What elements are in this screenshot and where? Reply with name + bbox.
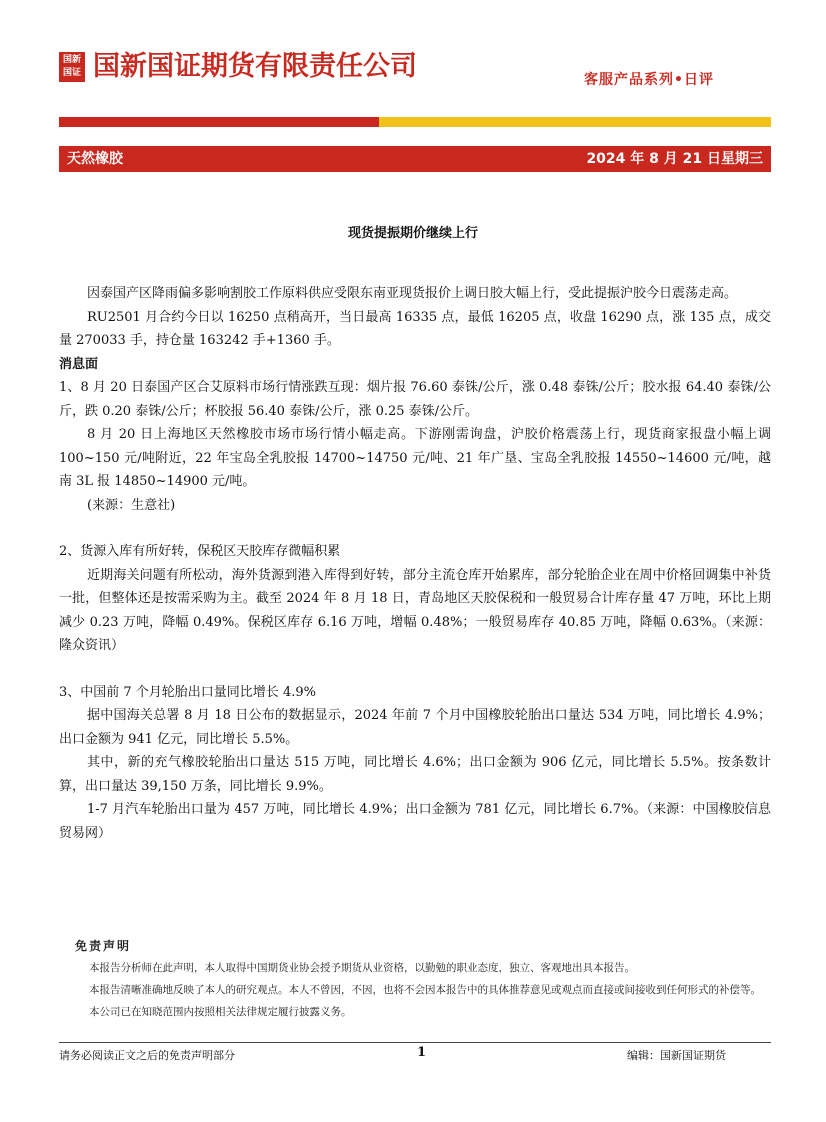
news-item-3-paragraph: 其中，新的充气橡胶轮胎出口量达 515 万吨，同比增长 4.6%；出口金额为 906 亿元，同比增长 5.5%。按条数计算，出口量达 39,150 万条，同比增长 9.9%。 bbox=[59, 755, 771, 794]
report-title: 现货提振期价继续上行 bbox=[347, 226, 478, 241]
report-body bbox=[59, 282, 771, 845]
news-item-1-paragraph: 1、8 月 20 日泰国产区合艾原料市场行情涨跌互现：烟片报 76.60 泰铢/公斤，涨 0.48 泰铢/公斤；胶水报 64.40 泰铢/公斤，跌 0.20 泰铢/公斤；杯胶报 56.40 泰铢/公斤，涨 0.25 泰铢/公斤。 bbox=[59, 380, 771, 419]
disclaimer-section bbox=[59, 935, 771, 1023]
category-label: 天然橡胶 bbox=[67, 151, 123, 167]
spacer bbox=[59, 658, 771, 681]
news-item-1-paragraph: 8 月 20 日上海地区天然橡胶市场市场行情小幅走高。下游刚需询盘，沪胶价格震荡上行，现货商家报盘小幅上调 100~150 元/吨附近，22 年宝岛全乳胶报 14700~14750 元/吨、21 年广垦、宝岛全乳胶报 14550~14600 元/吨，越南 3L 报 14850~14900 元/吨。 bbox=[59, 427, 771, 489]
disclaimer-line: 本报告清晰准确地反映了本人的研究观点。本人不曾因，不因，也将不会因本报告中的具体推荐意见或观点而直接或间接收到任何形式的补偿等。 bbox=[89, 984, 761, 996]
logo-mark-top: 国新 bbox=[62, 55, 81, 65]
logo-mark-bottom: 国证 bbox=[62, 68, 81, 78]
logo-mark bbox=[59, 52, 85, 82]
header-bar-red bbox=[59, 117, 379, 127]
spacer bbox=[59, 517, 771, 540]
news-item-3-paragraph: 据中国海关总署 8 月 18 日公布的数据显示，2024 年前 7 个月中国橡胶轮胎出口量达 534 万吨，同比增长 4.9%；出口金额为 941 亿元，同比增长 5.5%。 bbox=[59, 708, 771, 747]
news-item-3-heading: 3、中国前 7 个月轮胎出口量同比增长 4.9% bbox=[59, 684, 316, 700]
intro-paragraph: RU2501 月合约今日以 16250 点稍高开，当日最高 16335 点，最低 16205 点，收盘 16290 点，涨 135 点，成交量 270033 手，持仓量 163242 手+1360 手。 bbox=[59, 309, 771, 348]
footer-notice: 请务必阅读正文之后的免责声明部分 bbox=[59, 1049, 235, 1062]
news-item-1-source: (来源：生意社) bbox=[87, 497, 176, 513]
news-item-2-paragraph: 近期海关问题有所松动，海外货源到港入库得到好转，部分主流仓库开始累库，部分轮胎企业在周中价格回调集中补货一批，但整体还是按需采购为主。截至 2024 年 8 月 18 日，青岛地区天胶保税和一般贸易合计库存量 47 万吨，环比上期减少 0.23 万吨，降幅 0.49%。保税区库存 6.16 万吨，增幅 0.48%；一般贸易库存 40.85 万吨，降幅 0.63%。（来源：隆众资讯） bbox=[59, 567, 771, 653]
category-band bbox=[59, 146, 771, 172]
disclaimer-title: 免责声明 bbox=[75, 939, 132, 953]
company-name: 国新国证期货有限责任公司 bbox=[93, 51, 417, 82]
report-date: 2024 年 8 月 21 日星期三 bbox=[586, 151, 763, 167]
disclaimer-line: 本公司已在知晓范围内按照相关法律规定履行披露义务。 bbox=[89, 1006, 352, 1018]
page-number: 1 bbox=[417, 1045, 427, 1060]
disclaimer-line: 本报告分析师在此声明，本人取得中国期货业协会授予期货从业资格，以勤勉的职业态度，独立、客观地出具本报告。 bbox=[89, 962, 635, 974]
footer-divider bbox=[59, 1042, 771, 1043]
intro-paragraph: 因泰国产区降雨偏多影响割胶工作原料供应受限东南亚现货报价上调日胶大幅上行，受此提振沪胶今日震荡走高。 bbox=[87, 286, 738, 301]
company-logo bbox=[59, 50, 417, 84]
news-item-2-heading: 2、货源入库有所好转，保税区天胶库存微幅积累 bbox=[59, 544, 341, 559]
news-heading: 消息面 bbox=[59, 356, 99, 372]
header-bar-yellow bbox=[379, 117, 771, 127]
footer-editor: 编辑：国新国证期货 bbox=[627, 1049, 726, 1062]
news-item-3-paragraph: 1-7 月汽车轮胎出口量为 457 万吨，同比增长 4.9%；出口金额为 781 亿元，同比增长 6.7%。（来源：中国橡胶信息贸易网） bbox=[59, 802, 771, 841]
series-label: 客服产品系列•日评 bbox=[584, 72, 714, 88]
